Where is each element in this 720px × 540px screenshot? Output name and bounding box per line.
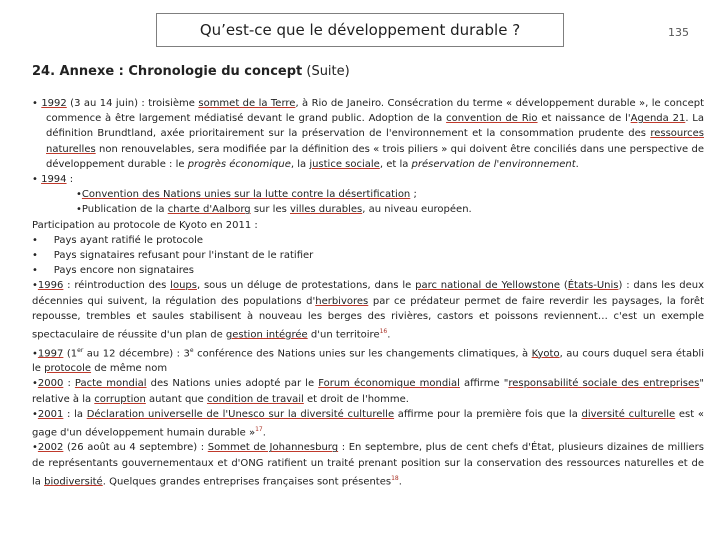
entry-1994 (32, 172, 704, 187)
kyoto-intro: Participation au protocole de Kyoto en 2011 : (32, 219, 258, 231)
text: au 12 décembre) : 3 (83, 347, 190, 359)
entry-2002 (32, 440, 704, 489)
entry-1994-sub2 (32, 202, 704, 217)
link[interactable]: États-Unis (567, 280, 619, 292)
text: est « gage d'un développement humain durable » (32, 408, 704, 439)
text: : En septembre, plus de cent chefs d'État, plusieurs dizaines de milliers de représentants gouvernementaux et d'ONG ratifient un traité prenant position sur la conservation des ressources naturelles et de la (32, 442, 705, 488)
text: : la (63, 408, 87, 420)
text: . (387, 329, 391, 341)
slide-title-box (156, 13, 564, 47)
text: et naissance de l' (537, 113, 631, 125)
superscript: er (77, 346, 84, 354)
bullet-dot-icon: • (76, 189, 82, 201)
year-link[interactable]: 1996 (37, 280, 64, 292)
text: : (63, 378, 75, 390)
bullet-dot-icon: • (32, 280, 38, 292)
link[interactable]: sommet de la Terre (198, 98, 296, 109)
superscript: e (189, 346, 194, 354)
text: , la (290, 158, 310, 170)
bullet-dot-icon: • (32, 174, 42, 186)
text: non renouvelables, sera modifiée par la définition des « trois piliers » qui doivent être conciliés dans une perspective de développement durable : le (46, 143, 704, 170)
bullet-dot-icon: • (32, 442, 38, 454)
footnote-ref[interactable]: 16 (379, 328, 388, 336)
bullet-dot-icon: • (32, 98, 42, 109)
text: Publication de la (81, 204, 168, 216)
link[interactable]: biodiversité (44, 476, 103, 488)
kyoto-item (32, 248, 704, 263)
link[interactable]: corruption (94, 393, 146, 405)
year-link[interactable]: 2000 (37, 378, 64, 390)
text: Pays signataires refusant pour l'instant de le ratifier (53, 250, 314, 262)
bullet-dot-icon: • (32, 234, 54, 246)
link[interactable]: herbivores (315, 295, 369, 307)
slide-title: Qu’est-ce que le développement durable ? (199, 21, 521, 39)
text: . La définition Brundtland, axée prioritairement sur la préservation de l'environnement et la consommation prudente des (46, 113, 704, 140)
text: . (575, 158, 579, 170)
text: et droit de l'homme. (303, 393, 409, 405)
year-link[interactable]: 1997 (37, 347, 64, 359)
entry-1997 (32, 343, 704, 377)
text: " relative à la (32, 378, 704, 405)
text: par ce prédateur permet de faire reverdir les paysages, la forêt repousse, trembles et saules stabilisent à nouveau les berges des rivières, castors et poissons reviennent… c'est un exemple spectaculaire de réussite d'un plan de (32, 295, 705, 341)
text: (1 (63, 347, 78, 359)
kyoto-item (32, 263, 704, 278)
text: autant que (145, 393, 207, 405)
section-heading-suffix: (Suite) (302, 64, 350, 79)
link[interactable]: Agenda 21 (630, 113, 686, 125)
link[interactable]: Déclaration universelle de l'Unesco sur la diversité culturelle (86, 408, 395, 420)
link[interactable]: Kyoto (531, 347, 560, 359)
text: (3 au 14 juin) : troisième (66, 98, 199, 109)
entry-1996 (32, 278, 704, 342)
italic-text: progrès économique (187, 158, 291, 170)
chronology-content (32, 96, 704, 489)
text: Pays encore non signataires (53, 265, 194, 277)
italic-text: préservation de l'environnement (411, 158, 576, 170)
bullet-dot-icon: • (32, 408, 38, 420)
link[interactable]: convention de Rio (446, 113, 538, 125)
link[interactable]: justice sociale (309, 158, 380, 170)
text: , et la (379, 158, 412, 170)
section-heading (32, 64, 350, 79)
text: affirme pour la première fois que la (394, 408, 582, 420)
text: : réintroduction des (63, 280, 171, 292)
entry-1994-sub1 (32, 187, 704, 202)
link[interactable]: villes durables (290, 204, 363, 216)
text: , sous un déluge de protestations, dans le (196, 280, 416, 292)
text: conférence des Nations unies sur les changements climatiques, à (193, 347, 532, 359)
link[interactable]: loups (170, 280, 197, 292)
link[interactable]: protocole (44, 363, 92, 375)
bullet-dot-icon: • (32, 347, 38, 359)
footnote-ref[interactable]: 17 (255, 425, 263, 433)
bullet-dot-icon: • (76, 204, 82, 216)
link[interactable]: responsabilité sociale des entreprises (508, 378, 700, 390)
section-heading-main: 24. Annexe : Chronologie du concept (32, 64, 303, 79)
text: . (398, 476, 402, 488)
bullet-dot-icon: • (32, 265, 54, 277)
year-link[interactable]: 1994 (41, 174, 67, 186)
text: , au niveau européen. (362, 204, 472, 216)
page-number: 135 (668, 26, 689, 39)
text: (26 août au 4 septembre) : (63, 442, 208, 454)
text: , au cours duquel sera établi le (32, 347, 704, 375)
text: . Quelques grandes entreprises françaises sont présentes (102, 476, 392, 488)
text: . (262, 427, 266, 439)
link[interactable]: gestion intégrée (225, 329, 308, 341)
link[interactable]: ressources naturelles (46, 128, 704, 155)
link[interactable]: Pacte mondial (74, 378, 147, 390)
bullet-dot-icon: • (32, 250, 54, 262)
link[interactable]: diversité culturelle (581, 408, 676, 420)
text: Pays ayant ratifié le protocole (53, 234, 204, 246)
text: , à Rio de Janeiro. Consécration du terme « développement durable », le concept commence à être largement médiatisé devant le grand public. Adoption de la (46, 98, 704, 125)
text: d'un territoire (307, 329, 380, 341)
link[interactable]: Convention des Nations unies sur la lutte contre la désertification (81, 189, 411, 201)
year-link[interactable]: 2001 (37, 408, 64, 420)
entry-2000 (32, 376, 704, 406)
text: sur les (250, 204, 290, 216)
link[interactable]: condition de travail (206, 393, 304, 405)
link[interactable]: Sommet de Johannesburg (207, 442, 339, 454)
link[interactable]: parc national de Yellowstone (415, 280, 560, 292)
bullet-dot-icon: • (32, 378, 38, 390)
footnote-ref[interactable]: 18 (391, 474, 399, 482)
kyoto-item (32, 233, 704, 248)
entry-2001 (32, 407, 704, 441)
text: affirme " (459, 378, 509, 390)
text: ( (560, 280, 568, 292)
text: : (66, 174, 74, 186)
year-link[interactable]: 2002 (37, 442, 64, 454)
year-link[interactable]: 1992 (41, 98, 67, 109)
link[interactable]: Forum économique mondial (318, 378, 460, 390)
entry-1992 (32, 96, 704, 172)
text: de même nom (91, 363, 168, 375)
text: des Nations unies adopté par le (146, 378, 319, 390)
text: ) : dans les deux décennies qui suivent, la régulation des populations d' (32, 280, 704, 307)
text: ; (410, 189, 417, 201)
link[interactable]: charte d'Aalborg (167, 204, 251, 216)
